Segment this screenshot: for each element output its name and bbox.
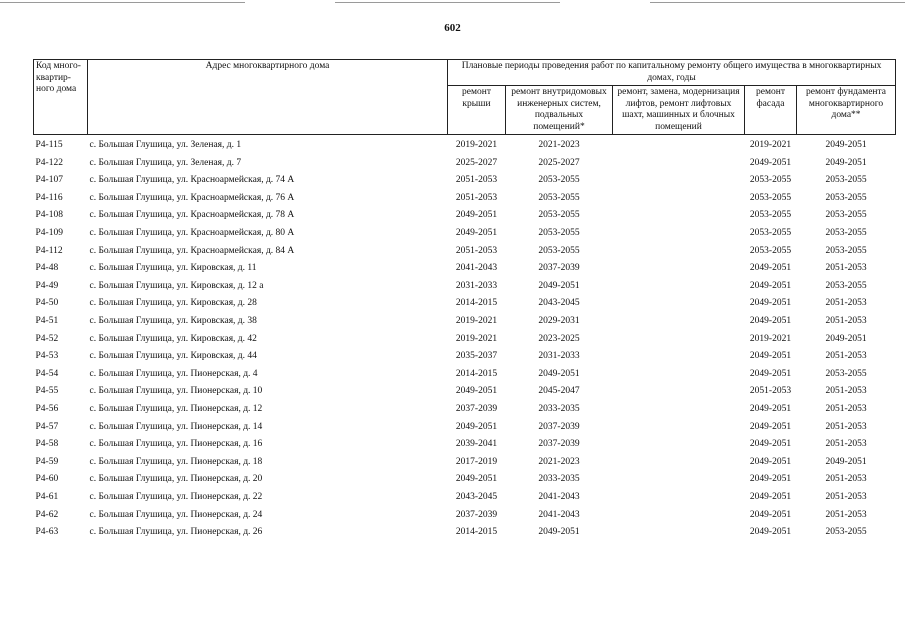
roof-period-cell: 2051-2053 <box>455 192 498 203</box>
elevator-period-cell <box>613 135 745 155</box>
page-number: 602 <box>444 22 461 34</box>
address-cell: с. Большая Глушица, ул. Кировская, д. 12 а <box>89 280 264 291</box>
capital-repair-table <box>33 59 896 542</box>
table-row <box>34 331 896 349</box>
roof-period-cell: 2019-2021 <box>455 315 498 326</box>
engineering-period-cell: 2053-2055 <box>538 210 580 221</box>
engineering-period-cell: 2033-2035 <box>538 474 580 485</box>
house-code-cell: Р4-60 <box>35 474 59 485</box>
address-cell: с. Большая Глушица, ул. Пионерская, д. 12 <box>89 403 263 414</box>
address-cell: с. Большая Глушица, ул. Красноармейская, д. 76 А <box>89 192 295 203</box>
roof-period-cell: 2049-2051 <box>455 210 498 221</box>
header-engineering: ремонт внутридомовых инженерных систем, подвальных помещений* <box>506 86 613 135</box>
foundation-period-cell: 2049-2051 <box>825 333 867 344</box>
facade-period-cell: 2053-2055 <box>749 245 792 256</box>
table-row <box>34 295 896 313</box>
address-cell: с. Большая Глушица, ул. Пионерская, д. 10 <box>89 386 263 397</box>
address-cell: с. Большая Глушица, ул. Пионерская, д. 18 <box>89 456 263 467</box>
house-code-cell: Р4-116 <box>35 192 63 203</box>
foundation-period-cell: 2051-2053 <box>825 298 867 309</box>
engineering-period-cell: 2049-2051 <box>538 280 580 291</box>
roof-period-cell: 2049-2051 <box>455 228 498 239</box>
foundation-period-cell: 2049-2051 <box>825 456 867 467</box>
table-row <box>34 135 896 155</box>
facade-period-cell: 2049-2051 <box>749 527 792 538</box>
elevator-period-cell <box>613 454 745 472</box>
facade-period-cell: 2049-2051 <box>749 351 792 362</box>
foundation-period-cell: 2053-2055 <box>825 175 867 186</box>
house-code-cell: Р4-62 <box>35 509 59 520</box>
address-cell: с. Большая Глушица, ул. Кировская, д. 38 <box>89 315 257 326</box>
table-row <box>34 190 896 208</box>
foundation-period-cell: 2049-2051 <box>825 140 867 151</box>
facade-period-cell: 2053-2055 <box>749 210 792 221</box>
facade-period-cell: 2049-2051 <box>749 368 792 379</box>
engineering-period-cell: 2049-2051 <box>538 368 580 379</box>
table-row <box>34 243 896 261</box>
address-cell: с. Большая Глушица, ул. Пионерская, д. 26 <box>89 527 263 538</box>
facade-period-cell: 2049-2051 <box>749 491 792 502</box>
address-cell: с. Большая Глушица, ул. Пионерская, д. 20 <box>89 474 263 485</box>
engineering-period-cell: 2021-2023 <box>538 140 580 151</box>
foundation-period-cell: 2051-2053 <box>825 491 867 502</box>
engineering-period-cell: 2041-2043 <box>538 509 580 520</box>
engineering-period-cell: 2043-2045 <box>538 298 580 309</box>
header-code: Код много-квартир-ного дома <box>34 60 88 135</box>
table-row <box>34 506 896 524</box>
top-rule-right <box>650 2 905 3</box>
house-code-cell: Р4-115 <box>35 140 63 151</box>
house-code-cell: Р4-54 <box>35 368 59 379</box>
engineering-period-cell: 2053-2055 <box>538 192 580 203</box>
house-code-cell: Р4-122 <box>35 157 63 168</box>
roof-period-cell: 2049-2051 <box>455 386 498 397</box>
house-code-cell: Р4-57 <box>35 421 59 432</box>
foundation-period-cell: 2053-2055 <box>825 210 867 221</box>
top-rule-middle <box>335 2 560 3</box>
table-row <box>34 524 896 542</box>
header-foundation: ремонт фундамента многоквартирного дома** <box>797 86 896 135</box>
roof-period-cell: 2037-2039 <box>455 509 498 520</box>
foundation-period-cell: 2053-2055 <box>825 527 867 538</box>
facade-period-cell: 2049-2051 <box>749 157 792 168</box>
elevator-period-cell <box>613 366 745 384</box>
address-cell: с. Большая Глушица, ул. Пионерская, д. 24 <box>89 509 263 520</box>
address-cell: с. Большая Глушица, ул. Кировская, д. 11 <box>89 263 257 274</box>
address-cell: с. Большая Глушица, ул. Пионерская, д. 14 <box>89 421 263 432</box>
house-code-cell: Р4-53 <box>35 351 59 362</box>
table-row <box>34 225 896 243</box>
foundation-period-cell: 2051-2053 <box>825 386 867 397</box>
foundation-period-cell: 2051-2053 <box>825 263 867 274</box>
table-row <box>34 155 896 173</box>
header-roof: ремонт крыши <box>448 86 506 135</box>
engineering-period-cell: 2053-2055 <box>538 245 580 256</box>
house-code-cell: Р4-50 <box>35 298 59 309</box>
address-cell: с. Большая Глушица, ул. Кировская, д. 42 <box>89 333 257 344</box>
engineering-period-cell: 2029-2031 <box>538 315 580 326</box>
roof-period-cell: 2049-2051 <box>455 474 498 485</box>
house-code-cell: Р4-59 <box>35 456 59 467</box>
elevator-period-cell <box>613 190 745 208</box>
address-cell: с. Большая Глушица, ул. Пионерская, д. 16 <box>89 439 263 450</box>
table-row <box>34 489 896 507</box>
elevator-period-cell <box>613 419 745 437</box>
roof-period-cell: 2037-2039 <box>455 403 498 414</box>
engineering-period-cell: 2025-2027 <box>538 157 580 168</box>
elevator-period-cell <box>613 260 745 278</box>
table-row <box>34 436 896 454</box>
facade-period-cell: 2049-2051 <box>749 315 792 326</box>
facade-period-cell: 2053-2055 <box>749 175 792 186</box>
facade-period-cell: 2049-2051 <box>749 403 792 414</box>
elevator-period-cell <box>613 383 745 401</box>
roof-period-cell: 2025-2027 <box>455 157 498 168</box>
table-row <box>34 313 896 331</box>
header-address: Адрес многоквартирного дома <box>88 60 448 135</box>
table-row <box>34 454 896 472</box>
engineering-period-cell: 2037-2039 <box>538 421 580 432</box>
top-rule-left <box>0 2 245 3</box>
facade-period-cell: 2049-2051 <box>749 280 792 291</box>
facade-period-cell: 2053-2055 <box>749 192 792 203</box>
engineering-period-cell: 2037-2039 <box>538 263 580 274</box>
elevator-period-cell <box>613 155 745 173</box>
foundation-period-cell: 2053-2055 <box>825 245 867 256</box>
roof-period-cell: 2041-2043 <box>455 263 498 274</box>
foundation-period-cell: 2051-2053 <box>825 351 867 362</box>
roof-period-cell: 2039-2041 <box>455 439 498 450</box>
engineering-period-cell: 2045-2047 <box>538 386 580 397</box>
elevator-period-cell <box>613 348 745 366</box>
elevator-period-cell <box>613 172 745 190</box>
table-row <box>34 419 896 437</box>
elevator-period-cell <box>613 225 745 243</box>
roof-period-cell: 2014-2015 <box>455 298 498 309</box>
foundation-period-cell: 2051-2053 <box>825 315 867 326</box>
elevator-period-cell <box>613 436 745 454</box>
elevator-period-cell <box>613 471 745 489</box>
roof-period-cell: 2031-2033 <box>455 280 498 291</box>
engineering-period-cell: 2023-2025 <box>538 333 580 344</box>
foundation-period-cell: 2053-2055 <box>825 280 867 291</box>
table-row <box>34 260 896 278</box>
elevator-period-cell <box>613 243 745 261</box>
facade-period-cell: 2049-2051 <box>749 474 792 485</box>
roof-period-cell: 2014-2015 <box>455 368 498 379</box>
address-cell: с. Большая Глушица, ул. Пионерская, д. 22 <box>89 491 263 502</box>
header-elevators: ремонт, замена, модернизация лифтов, ремонт лифтовых шахт, машинных и блочных помещений <box>613 86 745 135</box>
address-cell: с. Большая Глушица, ул. Зеленая, д. 7 <box>89 157 242 168</box>
facade-period-cell: 2049-2051 <box>749 456 792 467</box>
facade-period-cell: 2049-2051 <box>749 509 792 520</box>
foundation-period-cell: 2051-2053 <box>825 509 867 520</box>
roof-period-cell: 2017-2019 <box>455 456 498 467</box>
foundation-period-cell: 2053-2055 <box>825 368 867 379</box>
elevator-period-cell <box>613 278 745 296</box>
address-cell: с. Большая Глушица, ул. Зеленая, д. 1 <box>89 140 242 151</box>
roof-period-cell: 2014-2015 <box>455 527 498 538</box>
table-row <box>34 172 896 190</box>
address-cell: с. Большая Глушица, ул. Кировская, д. 28 <box>89 298 257 309</box>
header-facade: ремонт фасада <box>745 86 797 135</box>
facade-period-cell: 2019-2021 <box>749 333 792 344</box>
roof-period-cell: 2043-2045 <box>455 491 498 502</box>
engineering-period-cell: 2053-2055 <box>538 228 580 239</box>
table-row <box>34 401 896 419</box>
facade-period-cell: 2049-2051 <box>749 263 792 274</box>
house-code-cell: Р4-109 <box>35 228 63 239</box>
table-row <box>34 383 896 401</box>
elevator-period-cell <box>613 401 745 419</box>
roof-period-cell: 2035-2037 <box>455 351 498 362</box>
elevator-period-cell <box>613 524 745 542</box>
foundation-period-cell: 2051-2053 <box>825 439 867 450</box>
facade-period-cell: 2053-2055 <box>749 228 792 239</box>
house-code-cell: Р4-58 <box>35 439 59 450</box>
table-row <box>34 207 896 225</box>
facade-period-cell: 2051-2053 <box>749 386 792 397</box>
house-code-cell: Р4-49 <box>35 280 59 291</box>
table-row <box>34 278 896 296</box>
table-body <box>34 135 896 542</box>
engineering-period-cell: 2049-2051 <box>538 527 580 538</box>
facade-period-cell: 2049-2051 <box>749 298 792 309</box>
address-cell: с. Большая Глушица, ул. Красноармейская, д. 84 А <box>89 245 295 256</box>
house-code-cell: Р4-112 <box>35 245 63 256</box>
address-cell: с. Большая Глушица, ул. Пионерская, д. 4 <box>89 368 258 379</box>
roof-period-cell: 2049-2051 <box>455 421 498 432</box>
foundation-period-cell: 2051-2053 <box>825 403 867 414</box>
engineering-period-cell: 2021-2023 <box>538 456 580 467</box>
address-cell: с. Большая Глушица, ул. Кировская, д. 44 <box>89 351 257 362</box>
house-code-cell: Р4-56 <box>35 403 59 414</box>
engineering-period-cell: 2041-2043 <box>538 491 580 502</box>
facade-period-cell: 2049-2051 <box>749 439 792 450</box>
roof-period-cell: 2019-2021 <box>455 333 498 344</box>
roof-period-cell: 2051-2053 <box>455 245 498 256</box>
facade-period-cell: 2019-2021 <box>749 140 792 151</box>
elevator-period-cell <box>613 313 745 331</box>
facade-period-cell: 2049-2051 <box>749 421 792 432</box>
engineering-period-cell: 2031-2033 <box>538 351 580 362</box>
foundation-period-cell: 2053-2055 <box>825 228 867 239</box>
table-row <box>34 348 896 366</box>
house-code-cell: Р4-108 <box>35 210 63 221</box>
elevator-period-cell <box>613 207 745 225</box>
house-code-cell: Р4-52 <box>35 333 59 344</box>
address-cell: с. Большая Глушица, ул. Красноармейская, д. 74 А <box>89 175 295 186</box>
engineering-period-cell: 2037-2039 <box>538 439 580 450</box>
foundation-period-cell: 2053-2055 <box>825 192 867 203</box>
table-row <box>34 366 896 384</box>
header-periods: Плановые периоды проведения работ по капитальному ремонту общего имущества в многоквартирных домах, годы <box>448 60 896 86</box>
roof-period-cell: 2019-2021 <box>455 140 498 151</box>
header-row-top <box>34 60 896 86</box>
foundation-period-cell: 2051-2053 <box>825 421 867 432</box>
engineering-period-cell: 2053-2055 <box>538 175 580 186</box>
house-code-cell: Р4-61 <box>35 491 59 502</box>
roof-period-cell: 2051-2053 <box>455 175 498 186</box>
table-row <box>34 471 896 489</box>
address-cell: с. Большая Глушица, ул. Красноармейская, д. 80 А <box>89 228 295 239</box>
elevator-period-cell <box>613 331 745 349</box>
elevator-period-cell <box>613 489 745 507</box>
elevator-period-cell <box>613 506 745 524</box>
house-code-cell: Р4-107 <box>35 175 63 186</box>
elevator-period-cell <box>613 295 745 313</box>
house-code-cell: Р4-55 <box>35 386 59 397</box>
foundation-period-cell: 2051-2053 <box>825 474 867 485</box>
house-code-cell: Р4-48 <box>35 263 59 274</box>
address-cell: с. Большая Глушица, ул. Красноармейская, д. 78 А <box>89 210 295 221</box>
foundation-period-cell: 2049-2051 <box>825 157 867 168</box>
engineering-period-cell: 2033-2035 <box>538 403 580 414</box>
house-code-cell: Р4-63 <box>35 527 59 538</box>
house-code-cell: Р4-51 <box>35 315 59 326</box>
